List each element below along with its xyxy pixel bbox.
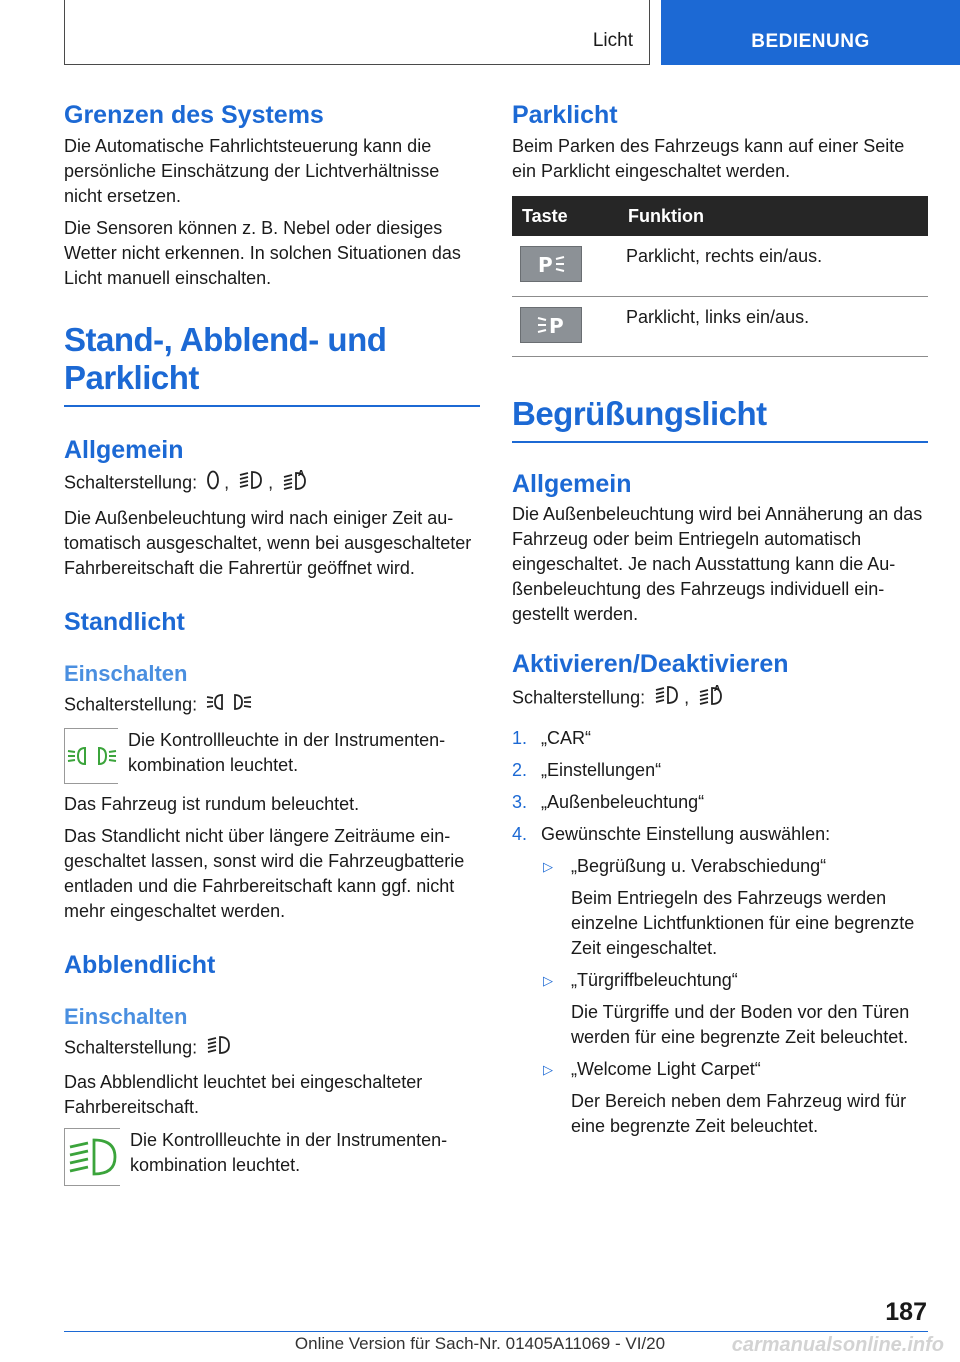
- separator: ,: [684, 686, 690, 707]
- standlicht-paragraph-1: Das Fahrzeug ist rundum beleuchtet.: [64, 794, 360, 814]
- general-paragraph: Die Außenbeleuchtung wird nach einiger Zeit automatisch ausgeschaltet, wenn bei ausgeschalteter Fahrbereitschaft die Fahrertür geöffnet wird.: [64, 508, 472, 578]
- step-text: „Außenbeleuchtung“: [541, 791, 705, 812]
- low-beam-switch-line: [64, 1034, 480, 1063]
- table-cell-function: Parklicht, rechts ein/aus.: [618, 236, 928, 296]
- low-beam-switch-icon: [654, 684, 680, 713]
- step-number: 3.: [512, 791, 528, 812]
- parklicht-heading: Parklicht: [512, 101, 618, 129]
- step-text: „CAR“: [541, 727, 591, 748]
- left-column: [64, 100, 480, 1186]
- option-item: [541, 1057, 928, 1139]
- separator: ,: [268, 472, 274, 493]
- table-row: [512, 296, 928, 356]
- standlicht-switch-on-heading: Einschalten: [64, 661, 188, 686]
- header-section-box: [64, 0, 650, 65]
- low-beam-switch-icon: [206, 1034, 232, 1063]
- footer-online-version: Online Version für Sach-Nr. 01405A11069 - VI/20: [294, 1334, 666, 1353]
- standlicht-indicator-text: Die Kontrollleuchte in der Instrumentenkombination leuchtet.: [128, 730, 446, 775]
- welcome-general-paragraph: Die Außenbeleuchtung wird bei Annäherung an das Fahrzeug oder beim Entriegeln automatisch eingeschaltet. Je nach Ausstattung kann die Außenbeleuchtung des Fahrzeugs individuell eingestellt werden.: [512, 503, 923, 624]
- step-text: Gewünschte Einstellung auswählen:: [541, 823, 831, 844]
- step-text: „Einstellungen“: [541, 759, 662, 780]
- parking-light-right-icon: [536, 253, 566, 275]
- main-heading-line-2: Parklicht: [64, 359, 199, 396]
- general-heading: Allgemein: [64, 436, 184, 464]
- standlicht-paragraph-2: Das Standlicht nicht über längere Zeiträume eingeschaltet lassen, sonst wird die Fahrzeugbatterie entladen und die Fahrbereitschaft kann ggf. nicht mehr eingeschaltet werden.: [64, 826, 465, 921]
- parking-light-right-button[interactable]: [520, 246, 582, 282]
- table-cell-function: Parklicht, links ein/aus.: [618, 296, 928, 356]
- option-title: „Begrüßung u. Verabschiedung“: [571, 855, 827, 876]
- step-number: 4.: [512, 823, 528, 844]
- bullet-triangle-icon: ▷: [543, 1061, 553, 1077]
- table-header-row: [512, 196, 928, 236]
- table-cell-key: [512, 296, 618, 356]
- low-beam-heading: Abblendlicht: [64, 951, 216, 979]
- standlicht-switch-line: [64, 691, 480, 720]
- low-beam-indicator-row: [64, 1128, 480, 1186]
- header-chapter-tab: [661, 0, 960, 65]
- step-number: 1.: [512, 727, 528, 748]
- parking-lights-heading: Standlicht: [64, 608, 185, 636]
- low-beam-switch-on-heading: Einschalten: [64, 1004, 188, 1029]
- low-beam-indicator-text: Die Kontrollleuchte in der Instrumentenkombination leuchtet.: [130, 1130, 448, 1175]
- auto-light-switch-icon: [698, 683, 724, 714]
- limits-heading: Grenzen des Systems: [64, 101, 324, 129]
- activation-steps: [512, 726, 928, 1139]
- list-item: [512, 822, 928, 1139]
- page-number: 187: [885, 1298, 927, 1326]
- auto-light-switch-icon: [282, 468, 308, 499]
- option-item: [541, 968, 928, 1050]
- svg-text:A: A: [298, 469, 305, 478]
- standlicht-indicator-row: [64, 728, 480, 784]
- main-heading: [64, 321, 480, 397]
- header-chapter-title: BEDIENUNG: [751, 31, 870, 52]
- low-beam-indicator-icon: [64, 1128, 120, 1186]
- footer-rule: [64, 1331, 928, 1332]
- option-description: Beim Entriegeln des Fahrzeugs werden einzelne Lichtfunktionen für eine begrenzte Zeit eingeschaltet.: [571, 887, 915, 958]
- low-beam-paragraph: Das Abblendlicht leuchtet bei eingeschalteter Fahrbereitschaft.: [64, 1072, 423, 1117]
- option-title: „Türgriffbeleuchtung“: [571, 969, 738, 990]
- parking-light-left-icon: [536, 314, 566, 336]
- parklicht-paragraph: Beim Parken des Fahrzeugs kann auf einer Seite ein Parklicht eingeschaltet werden.: [512, 136, 905, 181]
- separator: ,: [224, 472, 230, 493]
- bullet-triangle-icon: ▷: [543, 972, 553, 988]
- table-row: [512, 236, 928, 296]
- right-column: [512, 100, 928, 1146]
- welcome-general-heading: Allgemein: [512, 469, 632, 498]
- option-item: [541, 854, 928, 961]
- parking-light-left-button[interactable]: [520, 307, 582, 343]
- svg-text:P: P: [538, 253, 553, 275]
- parking-light-switch-icon: [206, 691, 252, 720]
- parking-light-indicator-icon: [64, 728, 118, 784]
- activate-switch-line: [512, 683, 928, 714]
- parklicht-table: [512, 196, 928, 357]
- bullet-triangle-icon: ▷: [543, 858, 553, 874]
- option-list: [541, 854, 928, 1139]
- svg-text:A: A: [714, 683, 721, 693]
- general-switch-line: [64, 468, 480, 499]
- option-title: „Welcome Light Carpet“: [571, 1058, 761, 1079]
- switch-label: Schalterstellung:: [64, 472, 198, 493]
- option-description: Der Bereich neben dem Fahrzeug wird für eine begrenzte Zeit beleuchtet.: [571, 1090, 907, 1136]
- list-item: [512, 758, 928, 783]
- low-beam-switch-icon: [238, 469, 264, 498]
- welcome-light-heading: Begrüßungslicht: [512, 394, 767, 432]
- svg-text:P: P: [549, 313, 564, 336]
- table-header-function: Funktion: [618, 196, 928, 236]
- switch-label: Schalterstellung:: [512, 686, 646, 707]
- switch-label: Schalterstellung:: [64, 1037, 198, 1058]
- table-cell-key: [512, 236, 618, 296]
- watermark: carmanualsonline.info: [731, 1334, 944, 1356]
- limits-paragraph-1: Die Automatische Fahrlichtsteuerung kann die persönliche Einschätzung der Lichtverhältnisse nicht ersetzen.: [64, 136, 440, 206]
- switch-off-icon: [206, 469, 220, 498]
- switch-label: Schalterstellung:: [64, 694, 198, 715]
- main-heading-line-1: Stand-, Abblend- und: [64, 321, 387, 358]
- step-number: 2.: [512, 759, 528, 780]
- option-description: Die Türgriffe und der Boden vor den Türen werden für eine begrenzte Zeit beleuchtet.: [571, 1001, 910, 1047]
- list-item: [512, 726, 928, 751]
- main-heading-rule: [64, 405, 480, 407]
- welcome-light-rule: [512, 441, 928, 443]
- table-header-key: Taste: [512, 196, 618, 236]
- limits-paragraph-2: Die Sensoren können z. B. Nebel oder diesiges Wetter nicht erkennen. In solchen Situationen das Licht manuell einschalten.: [64, 218, 461, 288]
- activate-heading: Aktivieren/Deaktivieren: [512, 649, 789, 678]
- header-section-title: Licht: [592, 30, 633, 51]
- list-item: [512, 790, 928, 815]
